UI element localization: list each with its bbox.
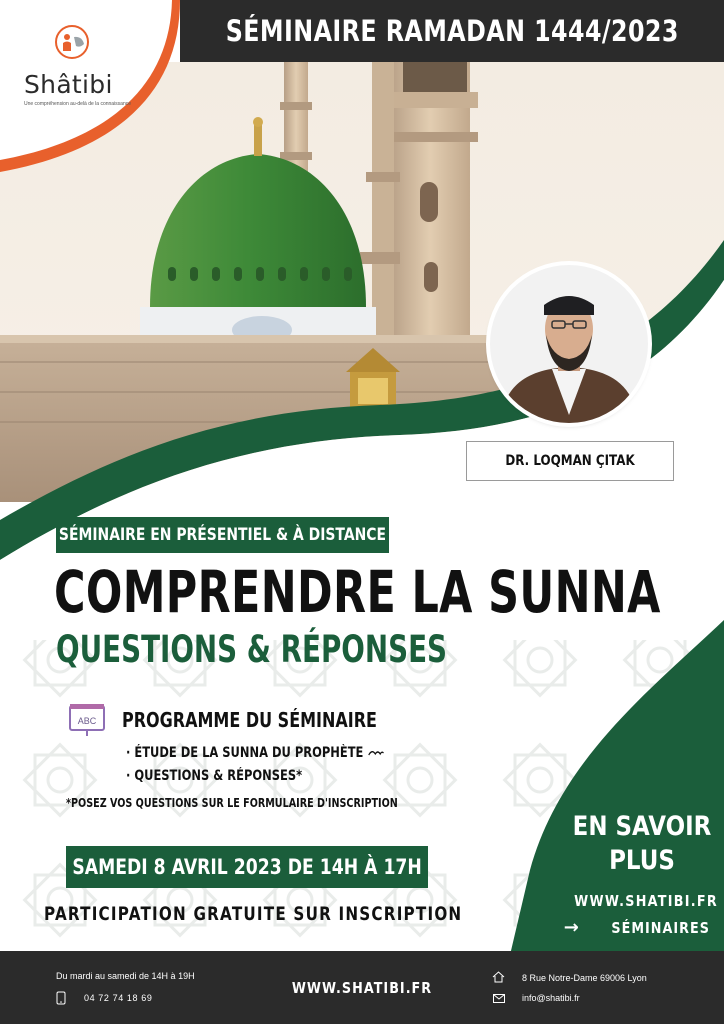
program-title: PROGRAMME DU SÉMINAIRE [122, 708, 377, 732]
phone-icon [56, 991, 66, 1005]
footer-url[interactable]: WWW.SHATIBI.FR [291, 979, 433, 997]
speaker-portrait [490, 265, 648, 423]
program-item-text: · ÉTUDE DE LA SUNNA DU PROPHÈTE [126, 745, 364, 761]
format-badge [56, 517, 389, 553]
phone-number[interactable]: 04 72 74 18 69 [84, 993, 153, 1003]
header-title: SÉMINAIRE RAMADAN 1444/2023 [225, 14, 679, 48]
arrow-right-icon: → [563, 917, 581, 938]
logo-mark-icon [54, 24, 90, 60]
honorific-calligraphy-icon [368, 748, 384, 758]
email[interactable]: info@shatibi.fr [522, 993, 580, 1003]
seminars-label: SÉMINAIRES [611, 918, 710, 937]
header-bar [180, 0, 724, 62]
format-text: SÉMINAIRE EN PRÉSENTIEL & À DISTANCE [58, 525, 387, 545]
speaker-photo [490, 265, 648, 423]
event-date: SAMEDI 8 AVRIL 2023 DE 14H À 17H [72, 855, 422, 879]
speaker-name: DR. LOQMAN ÇITAK [505, 453, 635, 469]
board-icon-label: ABC [77, 716, 97, 726]
date-badge [66, 846, 428, 888]
opening-hours: Du mardi au samedi de 14H à 19H [56, 971, 195, 981]
learn-more-line1: EN SAVOIR [572, 811, 712, 842]
speaker-name-box [466, 441, 674, 481]
mail-icon [493, 994, 505, 1003]
logo-area [0, 0, 190, 175]
logo-name: Shâtibi [24, 70, 113, 99]
program-item [126, 745, 385, 761]
program-note: *POSEZ VOS QUESTIONS SUR LE FORMULAIRE D'INSCRIPTION [66, 796, 398, 810]
seminar-subtitle: QUESTIONS & RÉPONSES [56, 628, 448, 671]
logo-tagline: Une compréhension au-delà de la connaissance [24, 101, 132, 107]
learn-more-seminars-link[interactable] [540, 917, 710, 938]
home-icon [492, 971, 505, 983]
board-icon [68, 702, 106, 738]
learn-more-line2: PLUS [609, 845, 675, 876]
program-item: · QUESTIONS & RÉPONSES* [126, 768, 303, 784]
participation-text: PARTICIPATION GRATUITE SUR INSCRIPTION [44, 903, 463, 925]
seminar-title: COMPRENDRE LA SUNNA [54, 558, 661, 626]
learn-more-url[interactable]: WWW.SHATIBI.FR [574, 892, 718, 910]
footer [0, 951, 724, 1024]
address: 8 Rue Notre-Dame 69006 Lyon [522, 973, 647, 983]
